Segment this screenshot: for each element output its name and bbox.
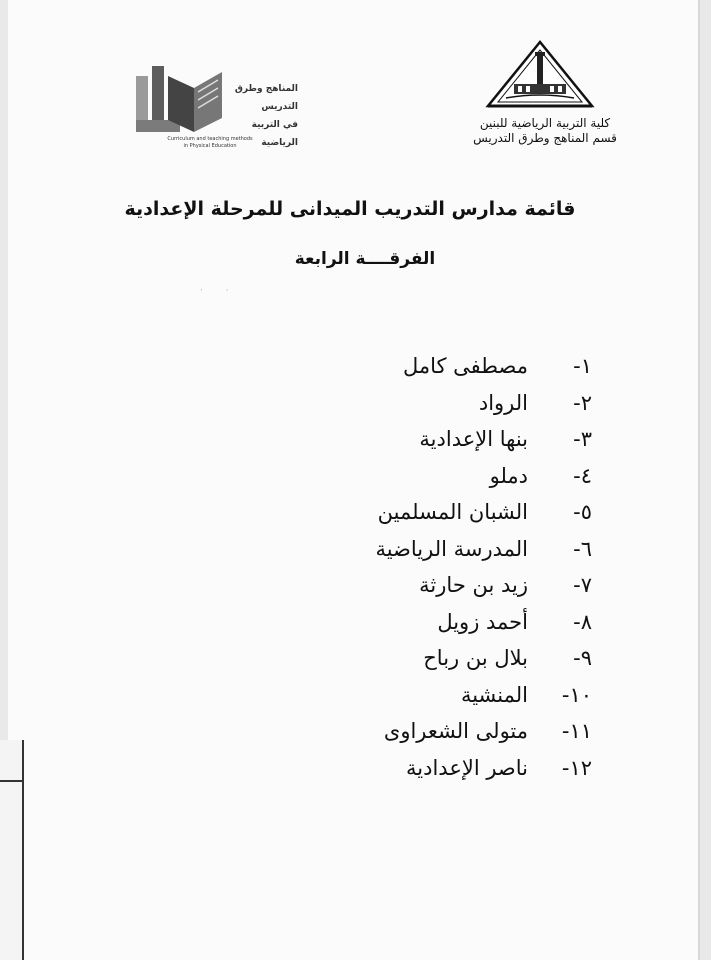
school-name: متولى الشعراوى bbox=[383, 719, 528, 744]
list-item bbox=[300, 494, 600, 531]
school-name: مصطفى كامل bbox=[402, 354, 528, 379]
school-name: زيد بن حارثة bbox=[419, 573, 528, 598]
item-number: ٣- bbox=[573, 427, 592, 452]
curriculum-arabic-line-1: المناهج وطرق التدريس bbox=[234, 84, 298, 112]
school-name: المدرسة الرياضية bbox=[375, 536, 528, 561]
university-caption bbox=[456, 116, 634, 146]
item-number: ٤- bbox=[573, 463, 592, 488]
curriculum-arabic-line-2: في التربية الرياضية bbox=[251, 120, 298, 148]
item-number: ٧- bbox=[573, 573, 592, 598]
list-item bbox=[300, 713, 600, 750]
page-subtitle: الفرقــــة الرابعة bbox=[294, 249, 436, 269]
university-logo bbox=[484, 40, 596, 112]
curriculum-english-line-1: Curriculum and teaching methods bbox=[167, 136, 253, 142]
list-item bbox=[300, 640, 600, 677]
list-item bbox=[300, 604, 600, 641]
school-name: بنها الإعدادية bbox=[419, 427, 528, 452]
list-item bbox=[300, 750, 600, 787]
item-number: ١١- bbox=[561, 719, 592, 744]
school-name: الرواد bbox=[478, 390, 528, 415]
list-item bbox=[300, 421, 600, 458]
item-number: ١٠- bbox=[561, 682, 592, 707]
list-item bbox=[300, 677, 600, 714]
college-name: كلية التربية الرياضية للبنين bbox=[479, 116, 611, 130]
list-item bbox=[300, 531, 600, 568]
school-name: ناصر الإعدادية bbox=[406, 755, 528, 780]
item-number: ١- bbox=[573, 354, 592, 379]
school-name: الشبان المسلمين bbox=[377, 500, 528, 525]
item-number: ٦- bbox=[573, 536, 592, 561]
list-item bbox=[300, 385, 600, 422]
department-name: قسم المناهج وطرق التدريس bbox=[473, 131, 617, 145]
list-item bbox=[300, 567, 600, 604]
list-item bbox=[300, 458, 600, 495]
school-name: دملو bbox=[489, 463, 528, 488]
scan-edge bbox=[0, 740, 24, 960]
school-name: المنشية bbox=[460, 682, 528, 707]
list-item bbox=[300, 348, 600, 385]
curriculum-english-line-2: in Physical Education bbox=[183, 143, 237, 149]
item-number: ٥- bbox=[573, 500, 592, 525]
item-number: ٩- bbox=[573, 646, 592, 671]
curriculum-logo bbox=[134, 62, 226, 138]
scan-specks: · · bbox=[200, 286, 229, 296]
curriculum-english-caption bbox=[150, 136, 270, 150]
item-number: ١٢- bbox=[561, 755, 592, 780]
item-number: ٢- bbox=[573, 390, 592, 415]
school-list bbox=[300, 348, 600, 786]
item-number: ٨- bbox=[573, 609, 592, 634]
page-title: قائمة مدارس التدريب الميدانى للمرحلة الإعدادية bbox=[124, 198, 576, 220]
school-name: أحمد زويل bbox=[437, 609, 528, 634]
school-name: بلال بن رباح bbox=[423, 646, 528, 671]
